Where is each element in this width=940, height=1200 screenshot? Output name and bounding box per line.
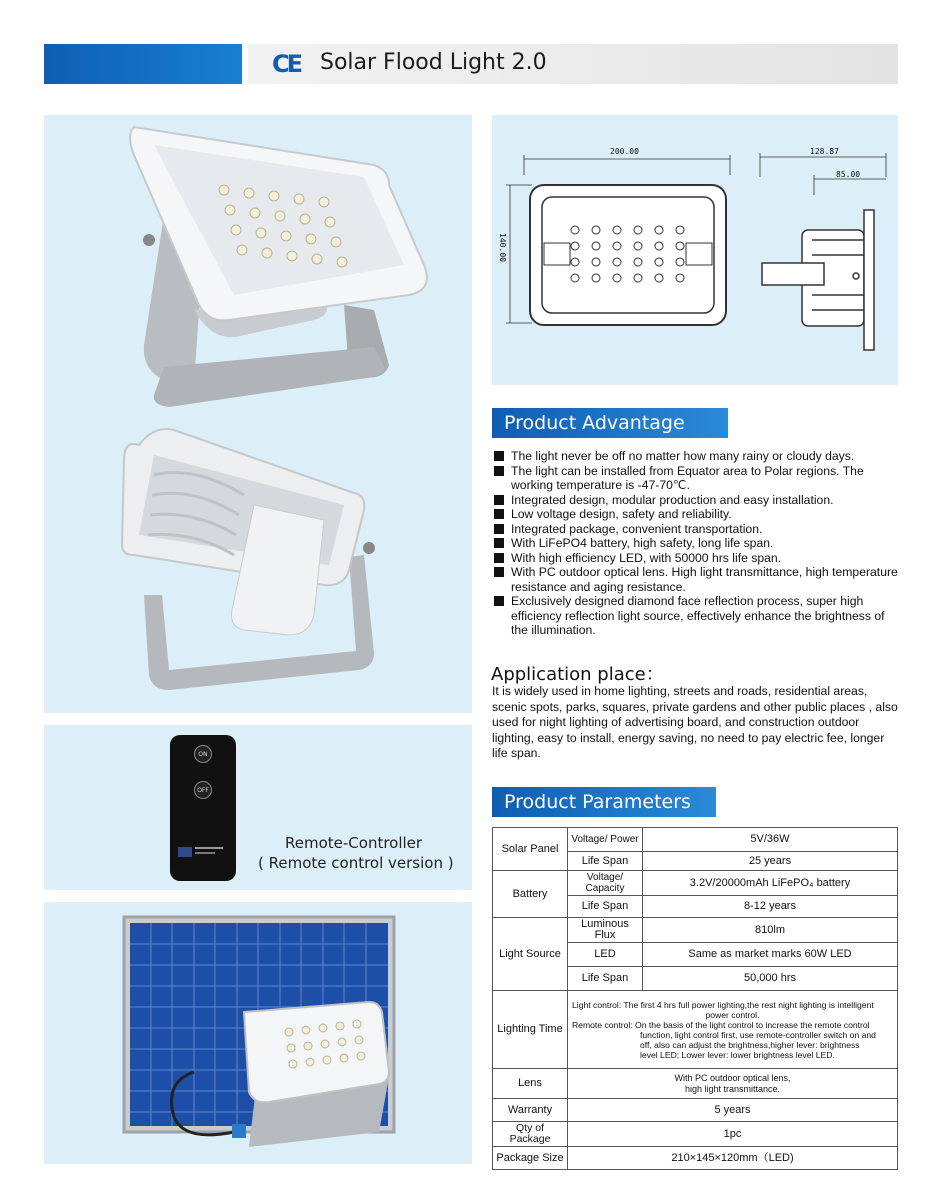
table-cell: Same as market marks 60W LED bbox=[643, 943, 898, 967]
product-advantage-heading: Product Advantage bbox=[492, 408, 728, 438]
table-cell: 5 years bbox=[568, 1099, 898, 1122]
lighting-time-line: off, also can adjust the brightness,higher lever: brightness bbox=[640, 1039, 860, 1050]
table-cell: Warranty bbox=[493, 1099, 568, 1122]
table-cell: Qty of Package bbox=[493, 1122, 568, 1147]
remote-controller-image bbox=[170, 735, 236, 881]
dim-height: 140.00 bbox=[497, 233, 507, 262]
table-cell: Life Span bbox=[568, 967, 643, 991]
table-cell: Package Size bbox=[493, 1147, 568, 1170]
table-row bbox=[493, 1147, 898, 1170]
table-cell: 8-12 years bbox=[643, 896, 898, 918]
table-cell: 5V/36W bbox=[643, 828, 898, 852]
table-cell: Light Source bbox=[493, 918, 568, 991]
lighting-time-line: level LED; Lower lever: lower brightness level LED. bbox=[640, 1049, 835, 1060]
table-row bbox=[493, 1069, 898, 1099]
list-item: Integrated package, convenient transportation. bbox=[493, 522, 903, 537]
off-button-icon: OFF bbox=[194, 781, 212, 799]
table-row bbox=[493, 918, 898, 943]
list-item: With high efficiency LED, with 50000 hrs life span. bbox=[493, 551, 903, 566]
table-row bbox=[493, 871, 898, 896]
lens-line: high light transmittance. bbox=[684, 1083, 781, 1094]
flood-light-illustration bbox=[44, 115, 472, 713]
on-button-icon: ON bbox=[194, 745, 212, 763]
table-cell: Voltage/ Capacity bbox=[568, 871, 643, 896]
table-row bbox=[493, 828, 898, 852]
table-cell: 25 years bbox=[643, 852, 898, 871]
list-item: Exclusively designed diamond face reflection process, super high efficiency reflection light source, effectively enhance the brightness of the illumination. bbox=[493, 594, 903, 638]
list-item: The light can be installed from Equator area to Polar regions. The working temperature is -47-70℃. bbox=[493, 464, 903, 493]
header-blue-bar bbox=[44, 44, 242, 84]
table-cell: Luminous Flux bbox=[568, 918, 643, 943]
dim-depth: 128.87 bbox=[810, 147, 839, 156]
table-cell: Lighting Time bbox=[493, 991, 568, 1069]
lighting-time-line: Light control: The first 4 hrs full power lighting,the rest night lighting is intelligent bbox=[572, 999, 874, 1010]
lighting-time-line: function, light control first, use remote-controller switch on and bbox=[640, 1029, 876, 1040]
flood-light-back bbox=[122, 429, 375, 690]
list-item: With PC outdoor optical lens. High light transmittance, high temperature resistance and aging resistance. bbox=[493, 565, 903, 594]
table-row bbox=[493, 1099, 898, 1122]
table-cell: Lens bbox=[493, 1069, 568, 1099]
table-cell: Solar Panel bbox=[493, 828, 568, 871]
lighting-time-line: Remote control: On the basis of the light control to increase the remote control bbox=[572, 1019, 870, 1030]
solar-panel-image-panel bbox=[44, 902, 472, 1164]
remote-caption-version: ( Remote control version ) bbox=[258, 854, 454, 872]
application-heading: Application place： bbox=[491, 664, 664, 685]
lens-line: With PC outdoor optical lens, bbox=[674, 1072, 791, 1083]
side-view-outline bbox=[762, 210, 874, 350]
solar-panel-illustration bbox=[44, 902, 472, 1164]
application-text: It is widely used in home lighting, streets and roads, residential areas, scenic spots, parks, squares, private gardens and other public places , also used for night lighting of advertising board, and construction outdoor lighting, easy to install, energy saving, no need to pay electric fee, longer life span. bbox=[492, 684, 898, 760]
page-title: Solar Flood Light 2.0 bbox=[320, 50, 547, 75]
ce-mark: CE bbox=[272, 50, 301, 78]
table-cell: Battery bbox=[493, 871, 568, 918]
list-item: Low voltage design, safety and reliability. bbox=[493, 507, 903, 522]
product-image-panel bbox=[44, 115, 472, 713]
table-cell bbox=[568, 991, 898, 1069]
table-cell: LED bbox=[568, 943, 643, 967]
table-cell bbox=[568, 1069, 898, 1099]
table-cell: 50,000 hrs bbox=[643, 967, 898, 991]
remote-logo-text-mark bbox=[195, 847, 223, 849]
table-cell: 210×145×120mm（LED) bbox=[568, 1147, 898, 1170]
list-item: With LiFePO4 battery, high safety, long life span. bbox=[493, 536, 903, 551]
table-row bbox=[493, 1122, 898, 1147]
table-cell: 1pc bbox=[568, 1122, 898, 1147]
table-cell: Life Span bbox=[568, 852, 643, 871]
table-cell: 3.2V/20000mAh LiFePO₄ battery bbox=[643, 871, 898, 896]
list-item: The light never be off no matter how many rainy or cloudy days. bbox=[493, 449, 903, 464]
remote-logo-icon bbox=[178, 847, 192, 857]
lighting-time-line: power control. bbox=[705, 1009, 760, 1020]
remote-caption: Remote-Controller bbox=[285, 834, 423, 852]
product-parameters-heading: Product Parameters bbox=[492, 787, 716, 817]
table-row bbox=[493, 991, 898, 1069]
advantage-list bbox=[493, 449, 903, 638]
table-cell: 810lm bbox=[643, 918, 898, 943]
dim-depth2: 85.00 bbox=[836, 170, 861, 179]
dimension-drawing-panel bbox=[492, 115, 898, 385]
parameters-table bbox=[492, 827, 898, 1170]
list-item: Integrated design, modular production and easy installation. bbox=[493, 493, 903, 508]
table-cell: Voltage/ Power bbox=[568, 828, 643, 852]
table-cell: Life Span bbox=[568, 896, 643, 918]
dim-width: 200.00 bbox=[610, 147, 639, 156]
remote-logo-text-mark bbox=[195, 852, 215, 854]
front-view-outline bbox=[530, 185, 726, 325]
flood-light-front bbox=[130, 127, 427, 407]
